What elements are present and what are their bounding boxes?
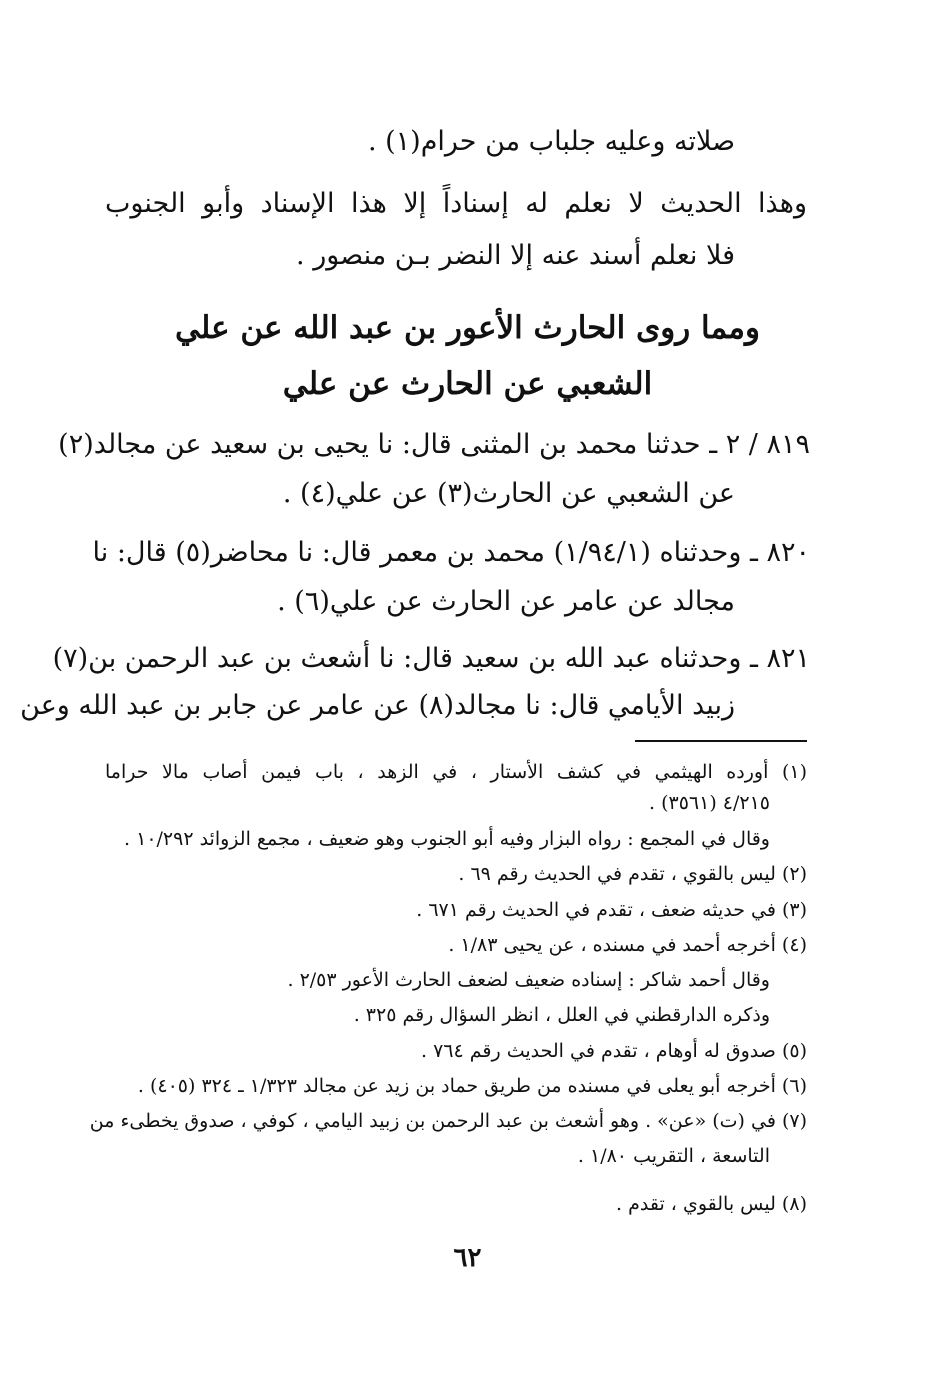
body-line: وهذا الحديث لا نعلم له إسناداً إلا هذا الإسناد وأبو الجنوب — [105, 188, 807, 219]
footnote-4: (٤) أخرجه أحمد في مسنده ، عن يحيى ١/٨٣ . — [448, 934, 807, 956]
footnote-5: (٥) صدوق له أوهام ، تقدم في الحديث رقم ٧٦٤ . — [421, 1040, 807, 1062]
footnote-8: (٨) ليس بالقوي ، تقدم . — [616, 1193, 807, 1215]
section-subheading: الشعبي عن الحارث عن علي — [282, 366, 653, 402]
footnote-2: (٢) ليس بالقوي ، تقدم في الحديث رقم ٦٩ . — [458, 863, 807, 885]
section-heading: ومما روى الحارث الأعور بن عبد الله عن علي — [175, 310, 760, 346]
footnote-1: (١) أورده الهيثمي في كشف الأستار ، في الزهد ، باب فيمن أصاب مالا حراما — [105, 761, 807, 783]
footnote-separator — [635, 740, 807, 742]
footnote-1-note: وقال في المجمع : رواه البزار وفيه أبو الجنوب وهو ضعيف ، مجمع الزوائد ١٠/٢٩٢ . — [124, 828, 770, 850]
body-line: فلا نعلم أسند عنه إلا النضر بـن منصور . — [296, 240, 735, 271]
footnote-6: (٦) أخرجه أبو يعلى في مسنده من طريق حماد بن زيد عن مجالد ١/٣٢٣ ـ ٣٢٤ (٤٠٥) . — [137, 1075, 807, 1097]
footnote-4-note: وذكره الدارقطني في العلل ، انظر السؤال رقم ٣٢٥ . — [353, 1004, 770, 1026]
hadith-821-line1: ٨٢١ ـ وحدثناه عبد الله بن سعيد قال: نا أشعث بن عبد الرحمن بن(٧) — [52, 643, 810, 674]
footnote-1-cont: ٤/٢١٥ (٣٥٦١) . — [648, 792, 770, 814]
footnote-4-note: وقال أحمد شاكر : إسناده ضعيف لضعف الحارث الأعور ٢/٥٣ . — [287, 969, 770, 991]
footnote-7-cont: التاسعة ، التقريب ١/٨٠ . — [577, 1145, 770, 1167]
body-line: صلاته وعليه جلباب من حرام(١) . — [367, 126, 735, 157]
hadith-819-line1: ٨١٩ / ٢ ـ حدثنا محمد بن المثنى قال: نا يحيى بن سعيد عن مجالد(٢) — [58, 429, 810, 460]
hadith-819-line2: عن الشعبي عن الحارث(٣) عن علي(٤) . — [282, 478, 735, 509]
footnote-7: (٧) في (ت) «عن» . وهو أشعث بن عبد الرحمن بن زبيد اليامي ، كوفي ، صدوق يخطىء من — [89, 1110, 807, 1132]
footnote-3: (٣) في حديثه ضعف ، تقدم في الحديث رقم ٦٧١ . — [416, 899, 807, 921]
page-number: ٦٢ — [453, 1243, 482, 1273]
hadith-820-line1: ٨٢٠ ـ وحدثناه (١/٩٤/١) محمد بن معمر قال: نا محاضر(٥) قال: نا — [92, 537, 810, 568]
hadith-820-line2: مجالد عن عامر عن الحارث عن علي(٦) . — [277, 586, 735, 617]
hadith-821-line2: زبيد الأيامي قال: نا مجالد(٨) عن عامر عن جابر بن عبد الله وعن — [20, 690, 735, 721]
